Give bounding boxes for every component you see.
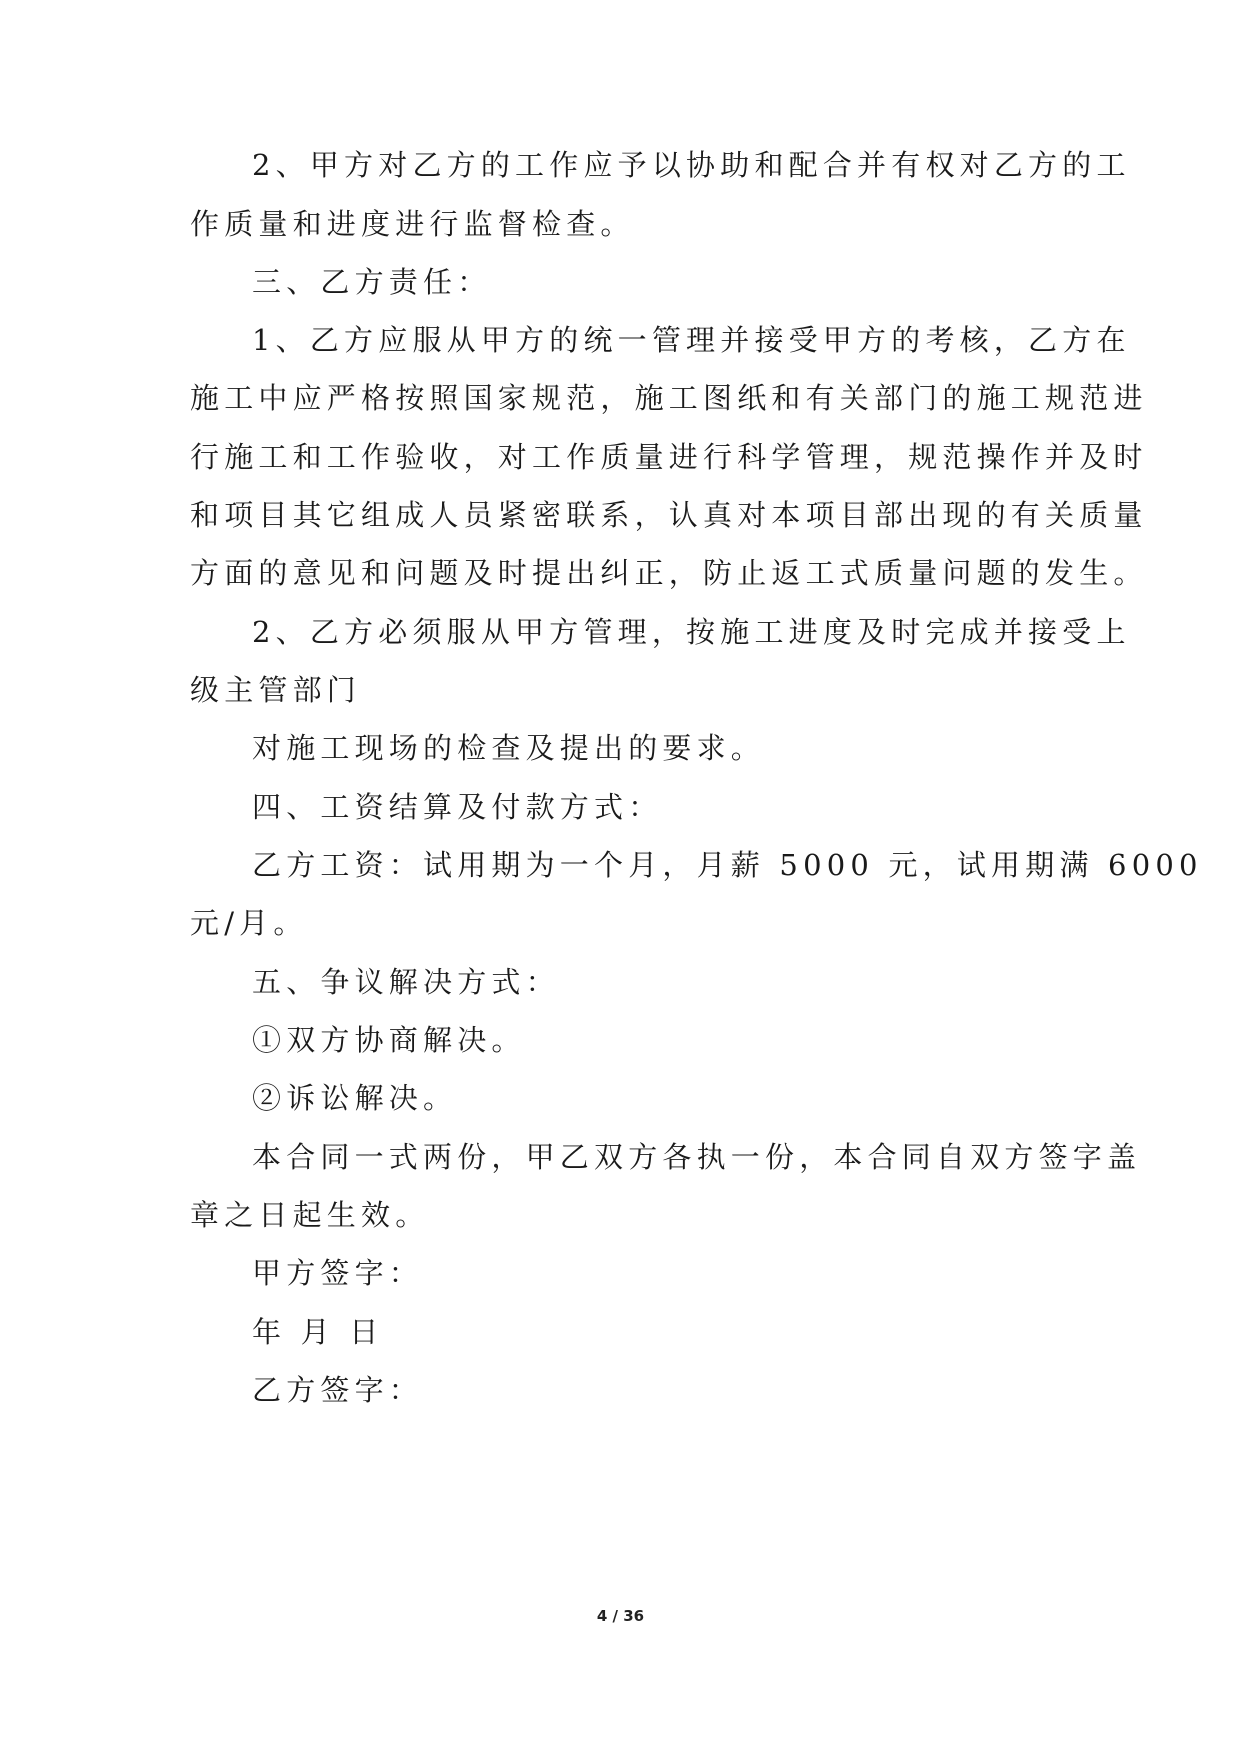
list-item: ②诉讼解决。 [252,1081,458,1115]
paragraph-line: 和项目其它组成人员紧密联系，认真对本项目部出现的有关质量 [190,498,1148,532]
list-item: ①双方协商解决。 [252,1023,526,1057]
date-line: 年 月 日 [252,1315,384,1349]
paragraph-line: 1、乙方应服从甲方的统一管理并接受甲方的考核，乙方在 [252,323,1131,357]
page-number: 4 / 36 [596,1607,645,1625]
paragraph-line: 作质量和进度进行监督检查。 [190,207,635,241]
paragraph-line: 章之日起生效。 [190,1198,430,1232]
section-heading: 三、乙方责任： [252,265,492,299]
signature-label-party-a: 甲方签字： [252,1256,424,1290]
paragraph-line: 2、甲方对乙方的工作应予以协助和配合并有权对乙方的工 [252,148,1131,182]
paragraph-line: 乙方工资：试用期为一个月，月薪 5000 元，试用期满 6000 [252,848,1203,882]
paragraph-line: 本合同一式两份，甲乙双方各执一份，本合同自双方签字盖 [252,1140,1142,1174]
document-page [190,0,1203,1754]
section-heading: 四、工资结算及付款方式： [252,790,663,824]
paragraph-line: 对施工现场的检查及提出的要求。 [252,731,766,765]
paragraph-line: 级主管部门 [190,673,362,707]
section-heading: 五、争议解决方式： [252,965,560,999]
signature-label-party-b: 乙方签字： [252,1373,424,1407]
paragraph-line: 元/月。 [190,906,308,940]
paragraph-line: 方面的意见和问题及时提出纠正，防止返工式质量问题的发生。 [190,556,1148,590]
paragraph-line: 行施工和工作验收，对工作质量进行科学管理，规范操作并及时 [190,440,1148,474]
paragraph-line: 2、乙方必须服从甲方管理，按施工进度及时完成并接受上 [252,615,1131,649]
paragraph-line: 施工中应严格按照国家规范，施工图纸和有关部门的施工规范进 [190,381,1148,415]
